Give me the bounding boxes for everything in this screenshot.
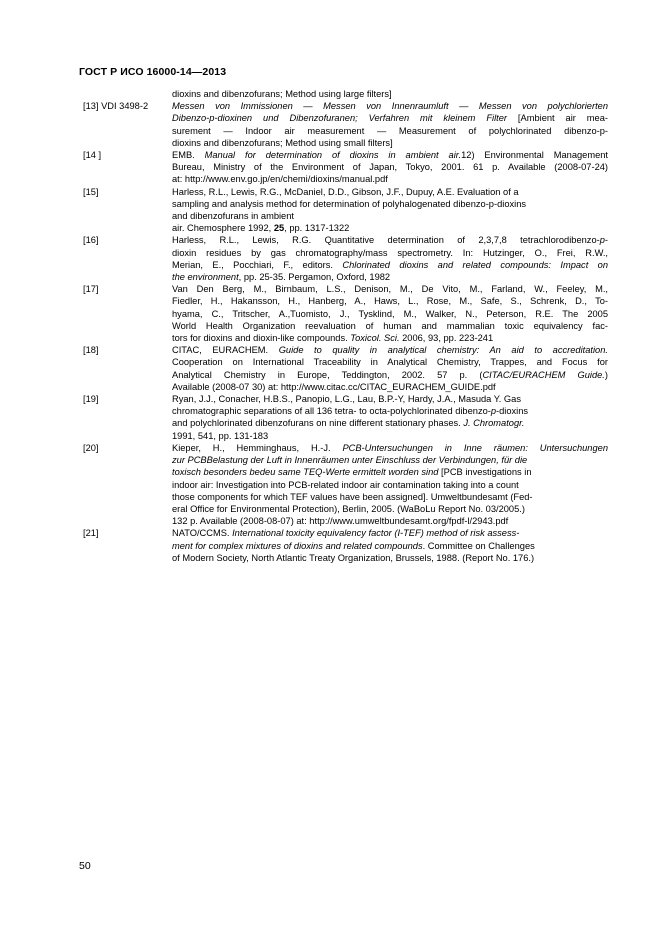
reference-text (172, 100, 608, 149)
reference-line (172, 356, 608, 368)
reference-line (172, 479, 608, 491)
reference-line (172, 173, 608, 185)
reference-number: [15] (83, 186, 99, 197)
reference-entry (83, 283, 608, 344)
text-run: at: http://www.env.go.jp/en/chemi/dioxins/manual.pdf (172, 174, 388, 185)
reference-line (172, 442, 608, 454)
text-run: Ryan, J.J., Conacher, H.B.S., Panopio, L.G., Lau, B.P.-Y, Hardy, J.A., Masuda Y. Gas (172, 394, 521, 405)
reference-line (172, 466, 608, 478)
reference-line (172, 271, 608, 283)
reference-line (172, 503, 608, 515)
reference-line (172, 369, 608, 381)
text-run: 132 p. Available (2008-08-07) at: http://www.umweltbundesamt.org/fpdf-l/2943.pdf (172, 516, 509, 527)
reference-number: [20] (83, 442, 99, 453)
text-run: - (604, 235, 608, 246)
bold-text: 25 (273, 223, 285, 234)
reference-line (172, 417, 608, 429)
reference-line (172, 210, 608, 222)
text-run: Available (2008-07 30) at: http://www.citac.cc/CITAC_EURACHEM_GUIDE.pdf (172, 381, 496, 392)
text-run: 2006, 93, pp. 223-241 (399, 333, 494, 344)
reference-entry (83, 186, 608, 235)
reference-line (172, 112, 608, 124)
reference-line (172, 540, 608, 552)
reference-entry (83, 393, 608, 442)
reference-line (172, 186, 608, 198)
reference-text (172, 234, 608, 283)
reference-line (172, 527, 608, 539)
text-run: of Modern Society, North Atlantic Treaty Organization, Brussels, 1988. (Report No. 176.) (172, 552, 535, 563)
italic-text: Messen von Immissionen — Messen von Innenraumluft — Messen von polychlorierten (172, 101, 608, 112)
reference-number: [21] (83, 528, 99, 539)
reference-text (172, 527, 608, 564)
reference-line (172, 405, 608, 417)
reference-entry (83, 442, 608, 527)
text-run: sampling and analysis method for determination of polyhalogenated dibenzo-p-dioxins (172, 198, 527, 209)
text-run: hyama, C., Tritscher, A.,Tuomisto, J., Tysklind, M., Walker, N., Peterson, R.E. The 2005 (172, 308, 608, 319)
text-run: surement — Indoor air measurement — Measurement of polychlorinated dibenzo-p- (172, 125, 608, 136)
text-run: dioxins and dibenzofurans; Method using large filters] (172, 89, 392, 99)
reference-text (172, 393, 608, 442)
reference-entry (83, 344, 608, 393)
italic-text: Dibenzo-p-dioxinen und Dibenzofuranen; Verfahren mit kleinem Filter (172, 113, 507, 124)
text-run: 12) Environmental Management (461, 150, 608, 161)
reference-text (172, 344, 608, 393)
reference-line (172, 100, 608, 112)
reference-number: [17] (83, 284, 99, 295)
italic-text: the environment (172, 272, 239, 283)
reference-line (172, 198, 608, 210)
reference-number: [19] (83, 394, 99, 405)
text-run: Analytical Chemistry in Europe, Teddington, 2002. 57 p. ( (172, 369, 483, 380)
italic-text: PCB-Untersuchungen in Inne räumen: Untersuchungen (342, 442, 608, 453)
reference-number: [16] (83, 235, 99, 246)
text-run: CITAC, EURACHEM. (172, 345, 279, 356)
text-run: dioxins and dibenzofurans; Method using small filters] (172, 137, 393, 148)
italic-text: Chlorinated dioxins and related compounds: Impact on (342, 259, 608, 270)
reference-text (172, 283, 608, 344)
text-run: , pp. 1317-1322 (284, 223, 350, 234)
reference-line (172, 393, 608, 405)
text-run: Harless, R.L., Lewis, R.G. Quantitative determination of 2,3,7,8 tetrachlorodibenzo- (172, 235, 600, 246)
text-run: tors for dioxins and dioxin-like compounds. (172, 333, 351, 344)
text-run: ) (604, 369, 608, 380)
reference-line (172, 283, 608, 295)
document-header: ГОСТ Р ИСО 16000-14—2013 (79, 66, 227, 78)
text-run: Harless, R.L., Lewis, R.G., McDaniel, D.D., Gibson, J.F., Dupuy, A.E. Evaluation of a (172, 186, 519, 197)
text-run: Van Den Berg, M., Birnbaum, L.S., Denison, M., De Vito, M., Farland, W., Feeley, M., (172, 284, 608, 295)
text-run: and dibenzofurans in ambient (172, 211, 294, 222)
reference-line (172, 344, 608, 356)
text-run: [Ambient air mea- (507, 113, 608, 124)
reference-entry (83, 234, 608, 283)
reference-line (172, 161, 608, 173)
reference-list (83, 88, 608, 564)
text-run: . Committee on Challenges (422, 540, 535, 551)
text-run: indoor air: Investigation into PCB-related indoor air contamination taking into a count (172, 479, 519, 490)
text-run: air. Chemosphere 1992, (172, 223, 274, 234)
text-run: World Health Organization reevaluation of human and mammalian toxic equivalency fac- (172, 320, 608, 331)
reference-number: [14 ] (83, 150, 102, 161)
reference-line (172, 454, 608, 466)
reference-line (172, 149, 608, 161)
reference-number: [18] (83, 345, 99, 356)
reference-number: [13] VDI 3498-2 (83, 101, 149, 112)
reference-line (172, 88, 608, 100)
italic-text: Guide to quality in analytical chemistry: An aid to accreditation. (278, 345, 608, 356)
reference-line (172, 247, 608, 259)
reference-line (172, 332, 608, 344)
text-run: Fiedler, H., Hakansson, H., Hanberg, A., Haws, L., Rose, M., Safe, S., Schrenk, D., To- (172, 296, 608, 307)
reference-line (172, 125, 608, 137)
reference-entry (83, 100, 608, 149)
text-run: NATO/CCMS. (172, 528, 233, 539)
page-number: 50 (79, 860, 91, 872)
reference-line (172, 381, 608, 393)
italic-text: p (490, 406, 497, 417)
reference-line (172, 515, 608, 527)
text-run: Merian, E., Pocchiari, F., editors. (172, 259, 343, 270)
reference-text (172, 186, 608, 235)
text-run: those components for which TEF values have been assigned]. Umweltbundesamt (Fed- (172, 491, 533, 502)
reference-text (172, 442, 608, 527)
text-run: dioxin residues by gas chromatography/mass spectrometry. In: Hutzinger, O., Frei, R.W., (172, 247, 608, 258)
italic-text: ment for complex mixtures of dioxins and related compounds (172, 540, 423, 551)
text-run: EMB. (172, 150, 205, 161)
text-run: -dioxins (496, 406, 529, 417)
reference-entry (83, 88, 608, 100)
reference-line (172, 491, 608, 503)
italic-text: Toxicol. Sci. (350, 333, 400, 344)
reference-line (172, 552, 608, 564)
text-run: Kieper, H., Hemminghaus, H.-J. (172, 442, 343, 453)
italic-text: zur PCBBelastung der Luft in Innenräumen unter Einschluss der Verbindungen, für die (172, 455, 528, 466)
text-run: Cooperation on International Traceability in Analytical Chemistry, Trappes, and Focus for (172, 357, 608, 368)
italic-text: toxisch besonders bedeu same TEQ-Werte ermittelt worden sind (172, 467, 439, 478)
reference-line (172, 308, 608, 320)
italic-text: Manual for determination of dioxins in ambient air. (204, 150, 462, 161)
text-run: 1991, 541, pp. 131-183 (172, 430, 269, 441)
italic-text: p (599, 235, 605, 246)
text-run: , pp. 25-35. Pergamon, Oxford, 1982 (238, 272, 391, 283)
italic-text: J. Chromatogr. (463, 418, 525, 429)
italic-text: CITAC/EURACHEM Guide. (482, 369, 605, 380)
reference-entry (83, 149, 608, 186)
italic-text: International toxicity equivalency factor (I-TEF) method of risk assess- (232, 528, 520, 539)
reference-text (172, 88, 608, 100)
reference-line (172, 137, 608, 149)
text-run: chromatographic separations of all 136 tetra- to octa-polychlorinated dibenzo- (172, 406, 491, 417)
text-run: eral Office for Environmental Protection), Berlin, 2005. (WaBoLu Report No. 03/2005.) (172, 503, 525, 514)
reference-line (172, 234, 608, 246)
reference-line (172, 259, 608, 271)
reference-line (172, 320, 608, 332)
text-run: [PCB investigations in (438, 467, 532, 478)
reference-line (172, 295, 608, 307)
reference-line (172, 430, 608, 442)
reference-text (172, 149, 608, 186)
text-run: Bureau, Ministry of the Environment of Japan, Tokyo, 2001. 61 p. Available (2008-07-24) (172, 162, 608, 173)
reference-line (172, 222, 608, 234)
text-run: and polychlorinated dibenzofurans on nine different stationary phases. (172, 418, 464, 429)
reference-entry (83, 527, 608, 564)
